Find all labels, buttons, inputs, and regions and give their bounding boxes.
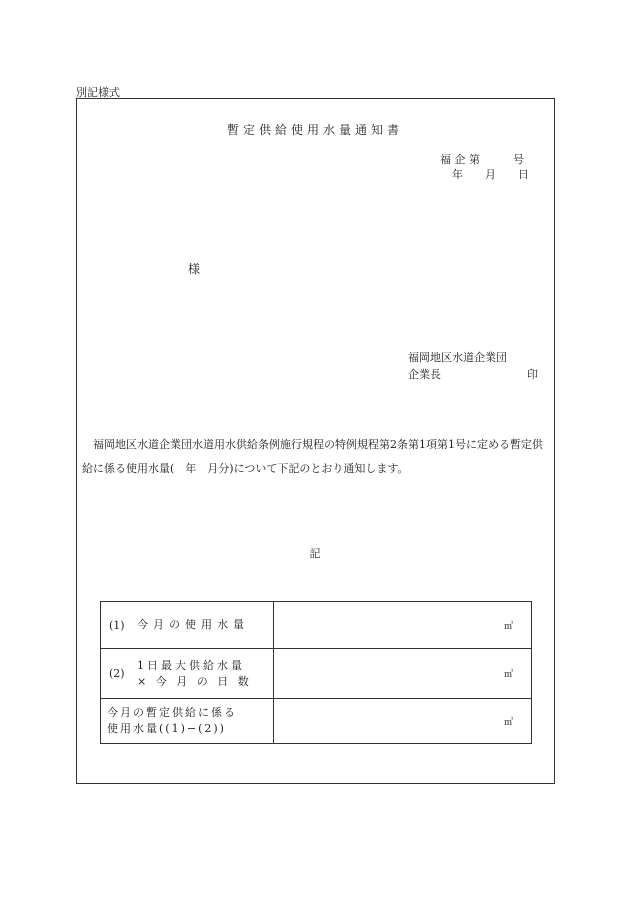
issuer-head: 企業長 xyxy=(408,368,441,381)
row-label-line1: 今月の暫定供給に係る xyxy=(107,706,237,719)
row-label xyxy=(101,699,274,744)
ki-heading: 記 xyxy=(309,547,321,560)
row-value-unit: ㎥ xyxy=(274,699,532,744)
addressee-suffix: 様 xyxy=(188,262,201,276)
table-row xyxy=(101,649,532,699)
table-row xyxy=(101,699,532,744)
row-label-line2: × 今 月 の 日 数 xyxy=(137,674,252,688)
row-label-line1: 1日最大供給水量 xyxy=(137,658,245,672)
seal-mark: 印 xyxy=(527,368,538,381)
row-value-unit: ㎥ xyxy=(274,649,532,699)
row-number: (1) xyxy=(109,618,125,632)
row-label xyxy=(101,602,274,649)
issuer-line xyxy=(408,366,538,382)
usage-table xyxy=(100,601,532,744)
form-label: 別記様式 xyxy=(76,86,120,99)
document-title: 暫定供給使用水量通知書 xyxy=(226,123,403,137)
row-label-line2: 使用水量((1)−(2)) xyxy=(107,722,226,735)
row-label xyxy=(101,649,274,699)
row-number: (2) xyxy=(109,667,125,680)
document-date: 年 月 日 xyxy=(452,168,529,181)
table-row xyxy=(101,602,532,649)
row-value-unit: ㎥ xyxy=(274,602,532,649)
document-number: 福 企 第 号 xyxy=(440,153,524,166)
row-label-text: 今月の使用水量 xyxy=(137,618,249,631)
issuer-organization: 福岡地区水道企業団 xyxy=(408,351,507,364)
notice-body: 福岡地区水道企業団水道用水供給条例施行規程の特例規程第2条第1項第1号に定める暫定供給に係る使用水量( 年 月分)について下記のとおり通知します。 xyxy=(82,438,543,475)
